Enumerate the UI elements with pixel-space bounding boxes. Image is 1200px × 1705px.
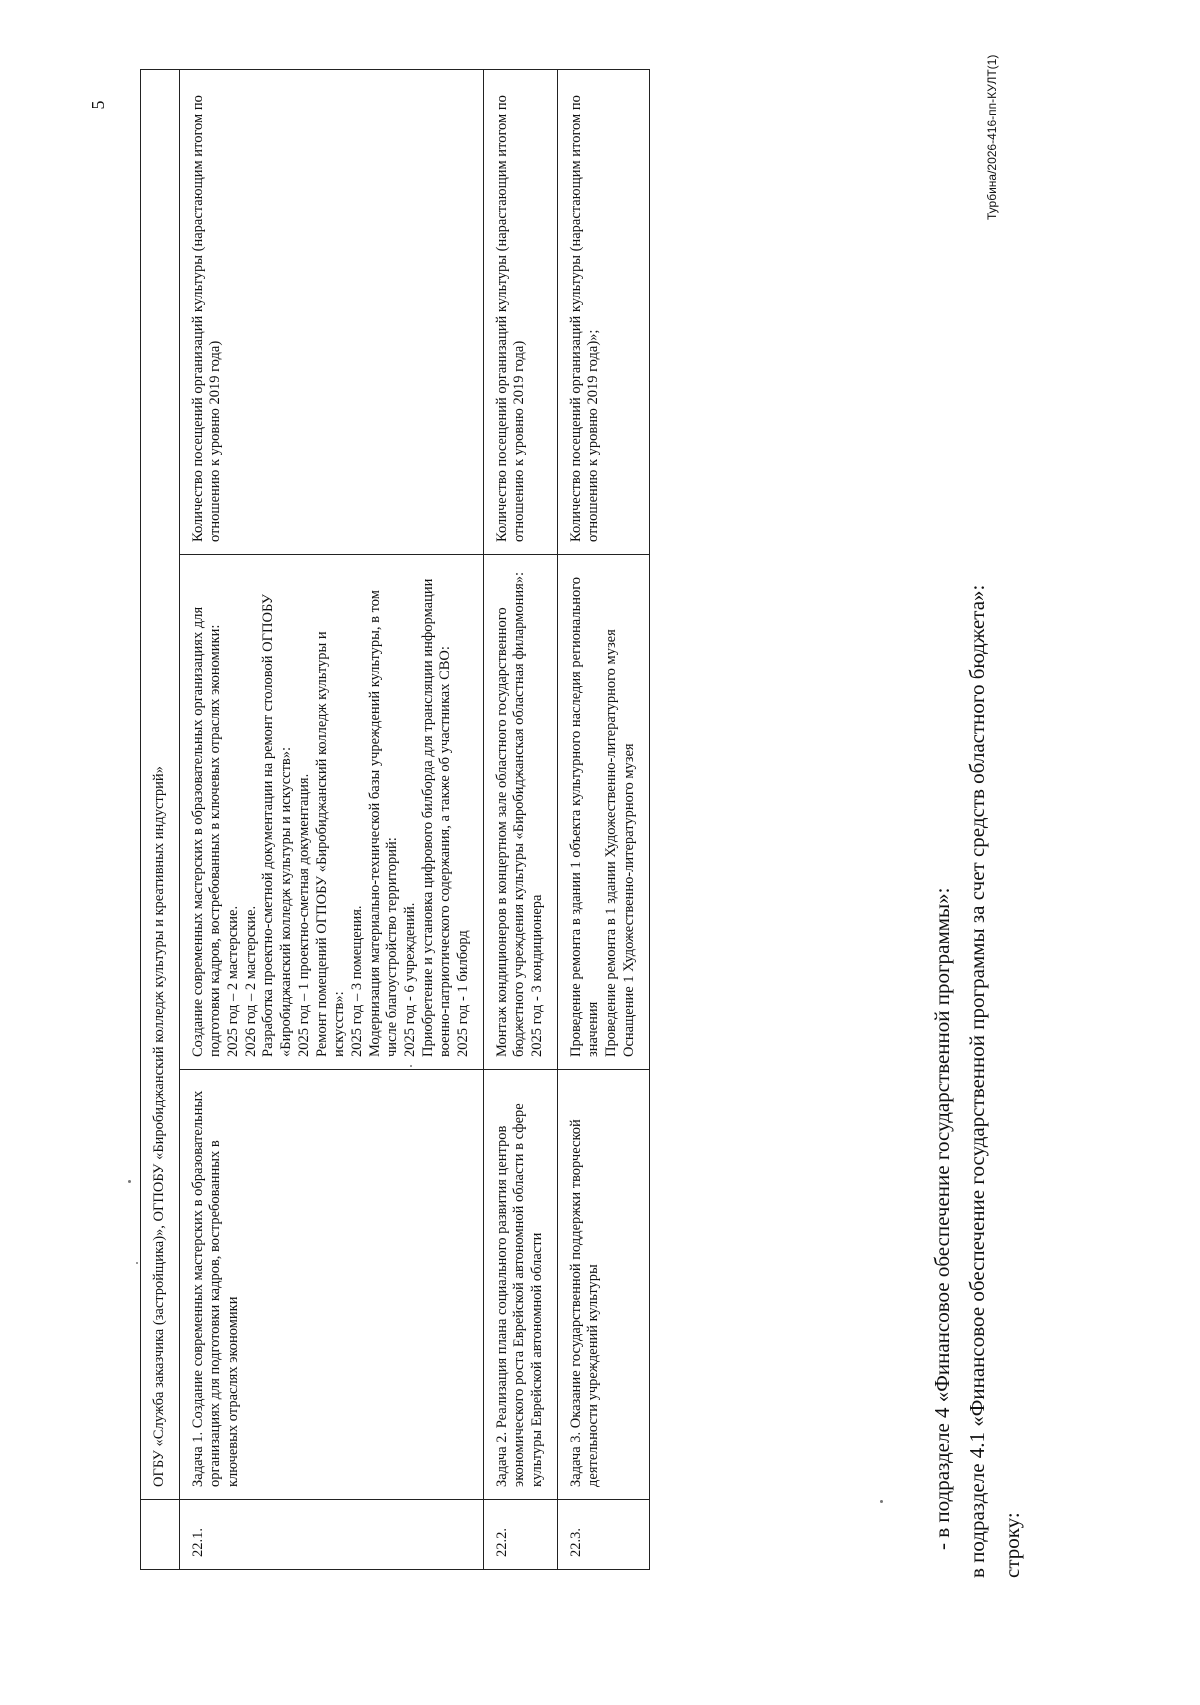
- task-cell: Задача 3. Оказание государственной поддержки творческой деятельности учреждений культуры: [557, 1070, 649, 1500]
- task-cell: Задача 2. Реализация плана социального развития центров экономического роста Еврейской автономной области в сфере культуры Еврейской автономной области: [483, 1070, 557, 1500]
- page-number: 5: [88, 100, 108, 110]
- table-row-org-header: [141, 70, 180, 1570]
- document-code: Турбина/2026-416-пп-КУЛТ(1): [985, 54, 999, 220]
- task-cell: Задача 1. Создание современных мастерских в образовательных организациях для подготовки кадров, востребованных в ключевых отраслях экономики: [179, 1070, 483, 1500]
- amendment-line: - в подразделе 4 «Финансовое обеспечение государственной программы»:: [930, 887, 954, 1550]
- row-number: 22.3.: [557, 1500, 649, 1570]
- table-row: [557, 70, 649, 1570]
- table-row: [483, 70, 557, 1570]
- amendment-line: строку:: [1000, 1512, 1024, 1578]
- effects-cell: Монтаж кондиционеров в концертном зале областного государственного бюджетного учреждения культуры «Биробиджанская областная филармония»: 2025 год - 3 кондиционера: [483, 555, 557, 1070]
- amendment-line: в подразделе 4.1 «Финансовое обеспечение государственной программы за счет средств областного бюджета»:: [965, 584, 989, 1578]
- indicator-cell: Количество посещений организаций культуры (нарастающим итогом по отношению к уровню 2019 года): [483, 70, 557, 555]
- table-row: [179, 70, 483, 1570]
- row-number: 22.1.: [179, 1500, 483, 1570]
- program-tasks-table: [140, 69, 650, 1570]
- effects-cell: Проведение ремонта в здании 1 объекта культурного наследия регионального значения Проведение ремонта в 1 здании Художественно-литературного музея Оснащение 1 Художественно-литературного музея: [557, 555, 649, 1070]
- indicator-cell: Количество посещений организаций культуры (нарастающим итогом по отношению к уровню 2019 года)»;: [557, 70, 649, 555]
- table-cell-empty: [141, 1500, 180, 1570]
- effects-cell: Создание современных мастерских в образовательных организациях для подготовки кадров, востребованных в ключевых отраслях экономики: 2025 год – 2 мастерские. 2026 год – 2 мастерские. Разработка проектно-сметной документации на ремонт столовой ОГПОБУ «Биробиджанский колледж культуры и искусств»: 2025 год – 1 проектно-сметная документация. Ремонт помещений ОГПОБУ «Биробиджанский колледж культуры и искусств»: 2025 год – 3 помещения. Модернизация материально-технической базы учреждений культуры, в том числе благоустройство территорий: 2025 год - 6 учреждений. Приобретение и установка цифрового билборда для трансляции информации военно-патриотического содержания, а также об участниках СВО: 2025 год - 1 билборд: [179, 555, 483, 1070]
- row-number: 22.2.: [483, 1500, 557, 1570]
- responsible-org-cell: ОГБУ «Служба заказчика (застройщика)», ОГПОБУ «Биробиджанский колледж культуры и креативных индустрий»: [141, 70, 180, 1500]
- indicator-cell: Количество посещений организаций культуры (нарастающим итогом по отношению к уровню 2019 года): [179, 70, 483, 555]
- rotated-page-content: [120, 70, 1080, 1578]
